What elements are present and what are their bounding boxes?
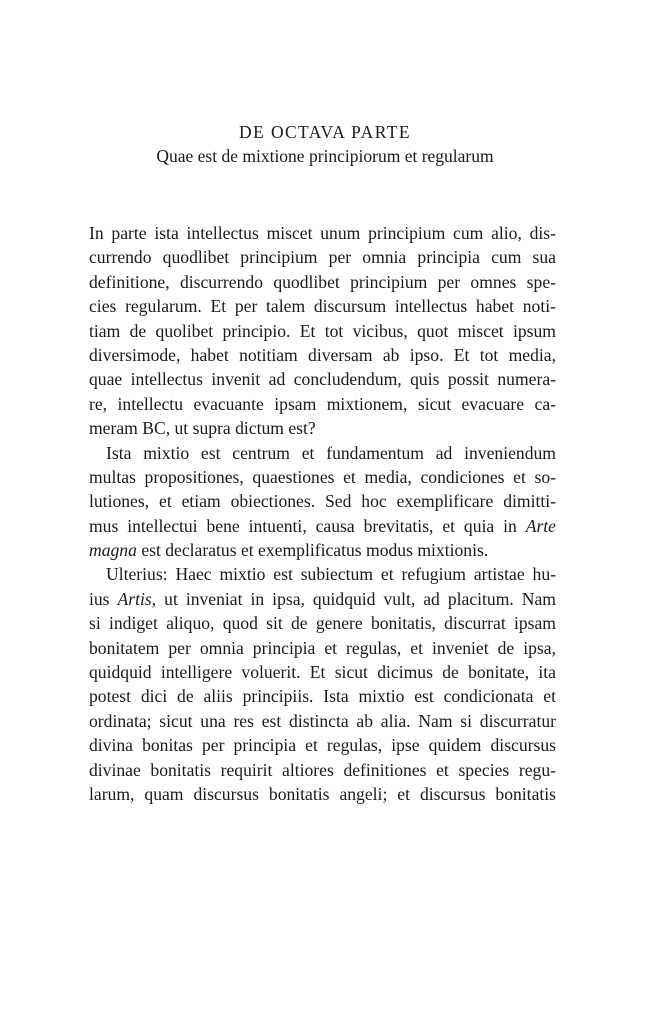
text-line: definitione, discurrendo quodlibet principium per omnes spe- xyxy=(89,271,556,292)
text-line: divina bonitas per principia et regulas, ipse quidem discursus xyxy=(89,735,556,756)
text-line: ordinata; sicut una res est distincta ab alia. Nam si discurratur xyxy=(89,710,556,731)
text-line: cies regularum. Et per talem discursum intellectus habet noti- xyxy=(89,296,556,317)
text-line: re, intellectu evacuante ipsam mixtionem, sicut evacuare ca- xyxy=(89,393,556,414)
text-line: quidquid intelligere voluerit. Et sicut dicimus de bonitate, ita xyxy=(89,662,556,683)
text-line: quae intellectus invenit ad concludendum, quis possit numera- xyxy=(89,369,556,390)
text-line: bonitatem per omnia principia et regulas, et inveniet de ipsa, xyxy=(89,637,556,658)
text-segment: , ut inveniat in ipsa, quidquid vult, ad placitum. Nam xyxy=(151,588,556,609)
chapter-title: DE OCTAVA PARTE xyxy=(239,122,411,142)
text-line xyxy=(89,587,556,611)
chapter-subtitle: Quae est de mixtione principiorum et regularum xyxy=(156,146,494,166)
italic-title: magna xyxy=(89,540,137,561)
text-segment: est declaratus et exemplificatus modus mixtionis. xyxy=(141,540,489,561)
text-line: Ista mixtio est centrum et fundamentum ad inveniendum xyxy=(106,442,556,463)
italic-title: Artis xyxy=(117,588,152,609)
text-line: multas propositiones, quaestiones et media, condiciones et so- xyxy=(89,466,556,487)
text-line: meram BC, ut supra dictum est? xyxy=(89,418,316,439)
text-line: diversimode, habet notitiam diversam ab ipso. Et tot media, xyxy=(89,344,556,365)
text-segment: mus intellectui bene intuenti, causa brevitatis, et quia in xyxy=(89,515,526,536)
text-line xyxy=(89,514,556,538)
text-line: Ulterius: Haec mixtio est subiectum et refugium artistae hu- xyxy=(106,564,556,585)
text-segment: ius xyxy=(89,588,118,609)
text-line: currendo quodlibet principium per omnia principia cum sua xyxy=(89,247,556,268)
italic-title: Arte xyxy=(525,515,556,536)
text-line: lutiones, et etiam obiectiones. Sed hoc exemplificare dimitti- xyxy=(89,491,556,512)
chapter-heading xyxy=(0,120,650,168)
text-line: tiam de quolibet principio. Et tot vicibus, quot miscet ipsum xyxy=(89,320,556,341)
text-line: potest dici de aliis principiis. Ista mixtio est condicionata et xyxy=(89,686,556,707)
body-text xyxy=(89,221,556,806)
text-line xyxy=(89,538,556,562)
text-line: divinae bonitatis requirit altiores definitiones et species regu- xyxy=(89,759,556,780)
text-line: In parte ista intellectus miscet unum principium cum alio, dis- xyxy=(89,223,556,243)
text-line: si indiget aliquo, quod sit de genere bonitatis, discurrat ipsam xyxy=(89,613,556,634)
text-line: larum, quam discursus bonitatis angeli; et discursus bonitatis xyxy=(89,783,556,804)
